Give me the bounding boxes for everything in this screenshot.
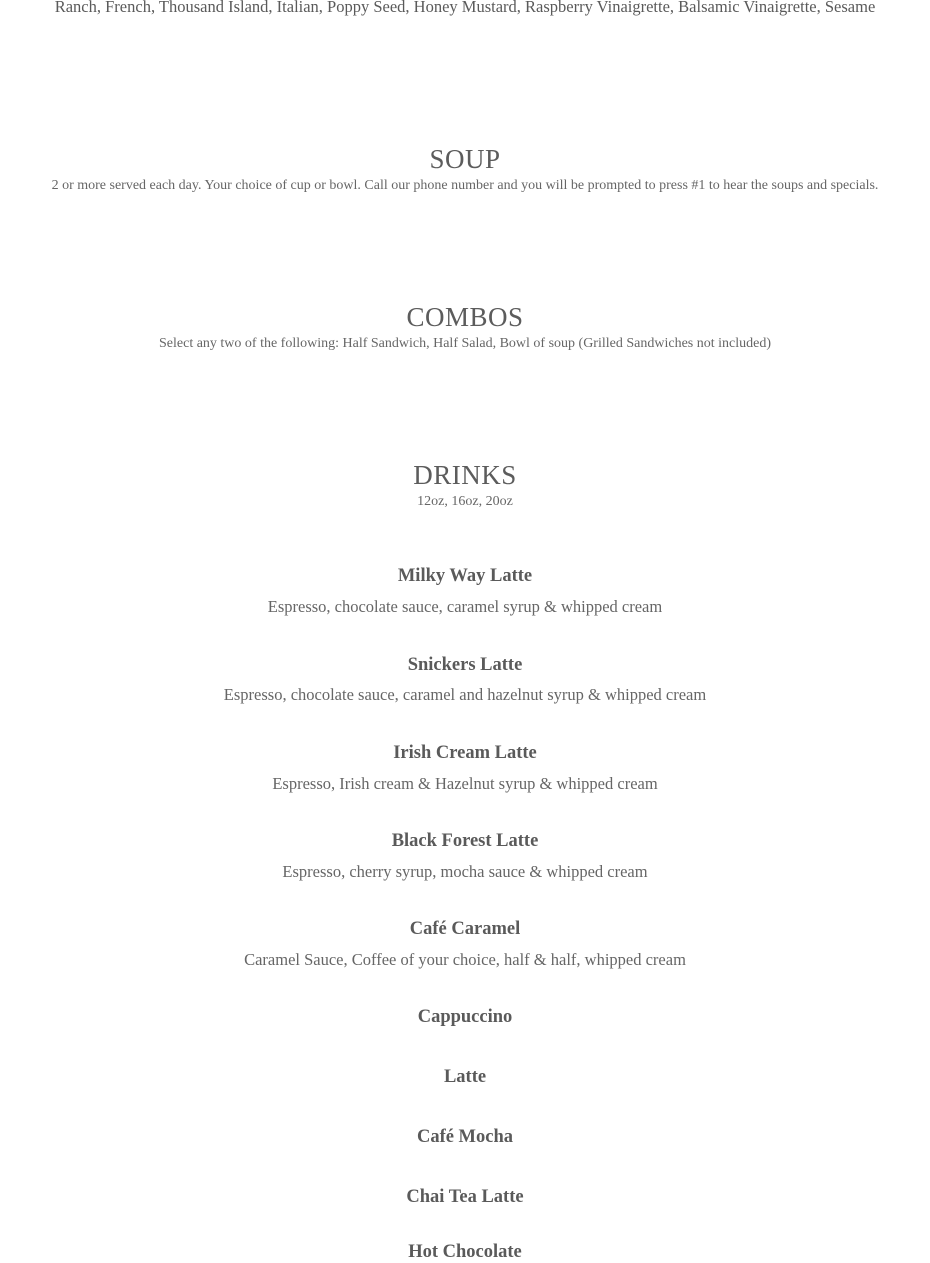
drink-item-name: Black Forest Latte [391, 831, 539, 851]
drinks-heading: DRINKS [413, 460, 517, 490]
drink-item-name: Milky Way Latte [397, 566, 533, 586]
drink-item-description: Espresso, chocolate sauce, caramel and hazelnut syrup & whipped cream [223, 685, 707, 704]
drink-item-name: Chai Tea Latte [406, 1187, 524, 1207]
drink-item-name: Hot Chocolate [408, 1242, 522, 1262]
soup-description: 2 or more served each day. Your choice of cup or bowl. Call our phone number and you will be prompted to press #1 to hear the soups and specials. [51, 178, 879, 193]
drink-item-name: Irish Cream Latte [393, 743, 537, 763]
drink-item-name: Cappuccino [417, 1007, 513, 1027]
drink-item-name: Latte [443, 1067, 487, 1087]
drink-item-description: Caramel Sauce, Coffee of your choice, half & half, whipped cream [244, 950, 686, 969]
drink-item-name: Snickers Latte [407, 655, 523, 675]
drinks-sizes: 12oz, 16oz, 20oz [417, 494, 513, 509]
combos-description: Select any two of the following: Half Sandwich, Half Salad, Bowl of soup (Grilled Sandwiches not included) [159, 336, 771, 351]
combos-heading: COMBOS [406, 302, 524, 332]
drink-item-description: Espresso, Irish cream & Hazelnut syrup & whipped cream [272, 774, 658, 793]
soup-heading: SOUP [429, 144, 501, 174]
salad-dressings-list: Ranch, French, Thousand Island, Italian, Poppy Seed, Honey Mustard, Raspberry Vinaigrette, Balsamic Vinaigrette, Sesame [54, 0, 876, 16]
drink-item-name: Café Caramel [409, 919, 521, 939]
drink-item-description: Espresso, cherry syrup, mocha sauce & whipped cream [282, 862, 648, 881]
drink-item-description: Espresso, chocolate sauce, caramel syrup & whipped cream [267, 597, 663, 616]
drink-item-name: Café Mocha [416, 1127, 514, 1147]
